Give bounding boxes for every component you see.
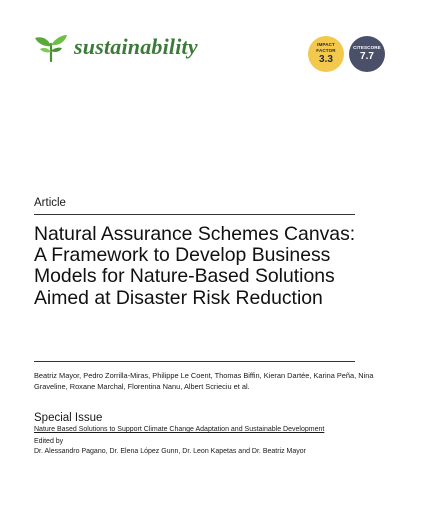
impact-factor-label-line2: FACTOR [316,47,336,53]
special-issue-heading: Special Issue [34,412,103,424]
divider-bottom [34,361,355,362]
edited-by-label: Edited by [34,438,64,445]
impact-factor-badge[interactable] [308,36,344,72]
editor-list: Dr. Alessandro Pagano, Dr. Elena López Gunn, Dr. Leon Kapetas and Dr. Beatriz Mayor [34,448,306,455]
journal-name: sustainability [74,34,198,59]
impact-factor-label-line1: IMPACT [317,42,335,48]
article-title: Natural Assurance Schemes Canvas: A Framework to Develop Business Models for Nature-Based Solutions Aimed at Disaster Risk Reduction [34,223,356,309]
author-list: Beatriz Mayor, Pedro Zorrilla-Miras, Philippe Le Coent, Thomas Biffin, Kieran Dartée, Karina Peña, Nina Graveline, Roxane Marchal, Florentina Nanu, Albert Scrieciu et al. [34,371,374,391]
divider-top [34,214,355,215]
leaf-sprout-icon [34,32,68,62]
citescore-value: 7.7 [360,51,374,63]
special-issue-link[interactable]: Nature Based Solutions to Support Climate Change Adaptation and Sustainable Development [34,426,325,433]
citescore-label: CITESCORE [353,44,381,50]
impact-factor-value: 3.3 [319,53,333,65]
journal-logo[interactable] [34,32,198,62]
article-type: Article [34,197,66,209]
citescore-badge[interactable] [349,36,385,72]
